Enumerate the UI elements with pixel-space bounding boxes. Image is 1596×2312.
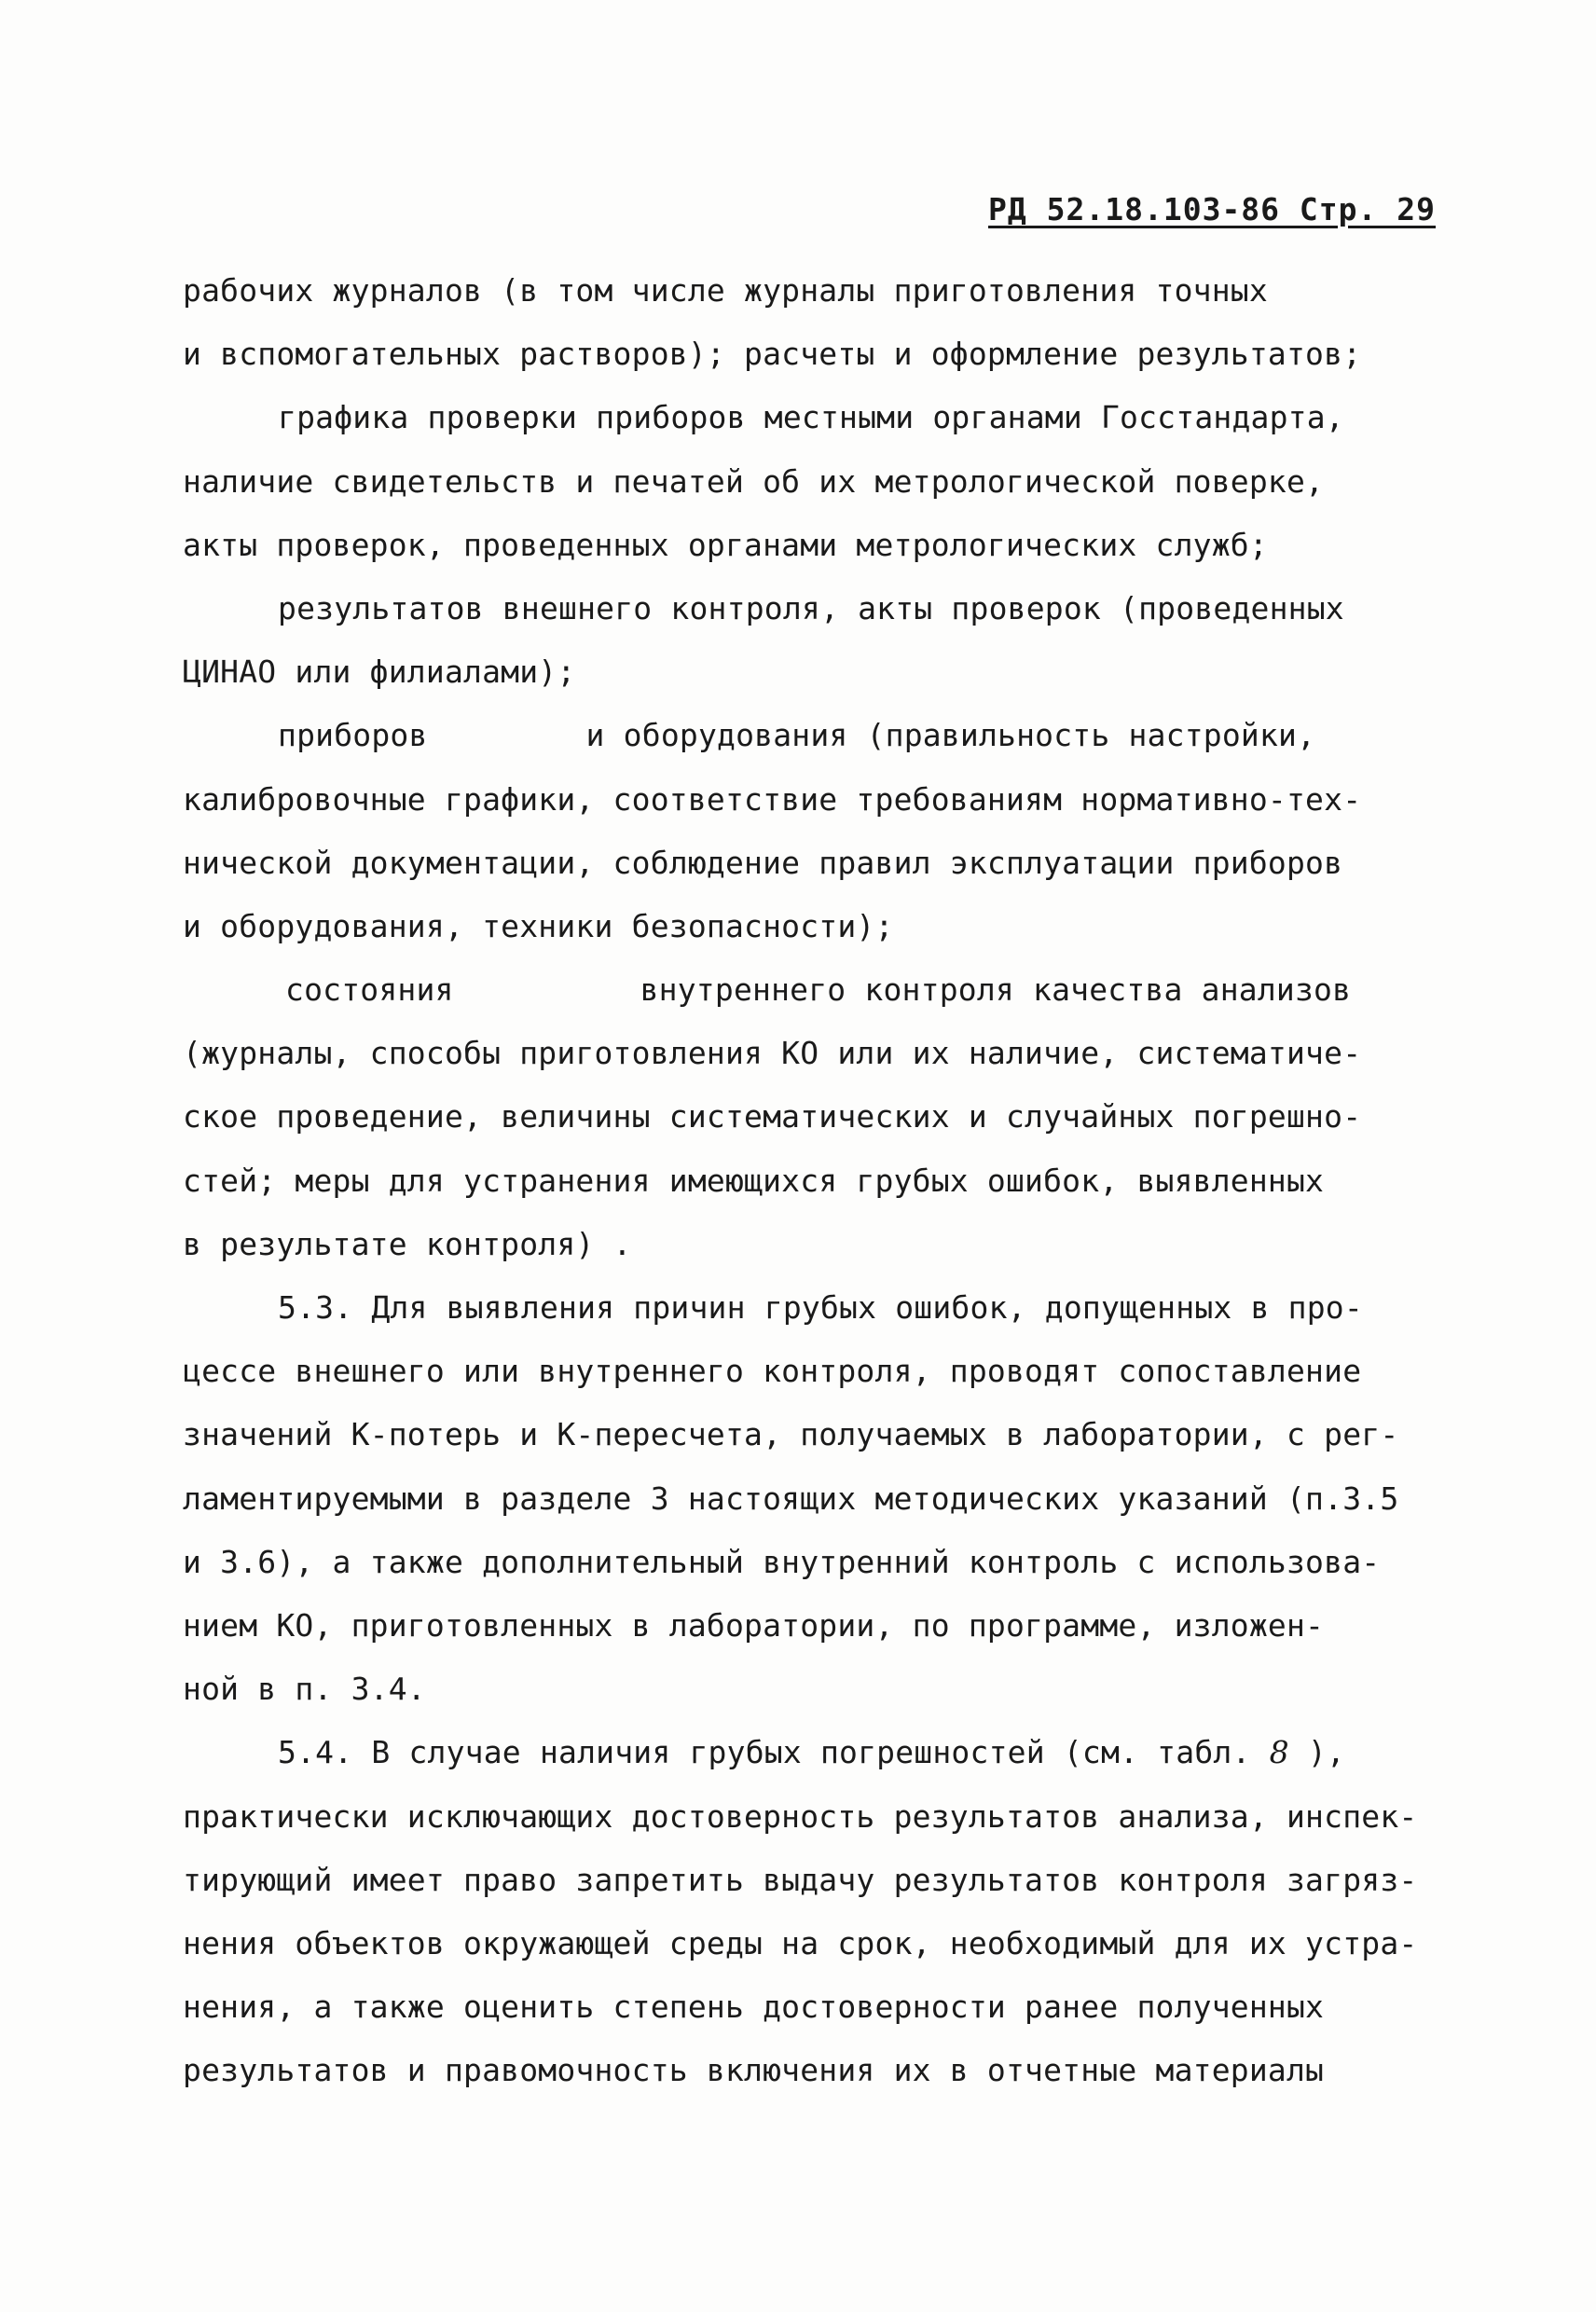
text-line: результатов и правомочность включения их в отчетные материалы <box>183 2052 1325 2089</box>
text-line: нения, а также оценить степень достоверности ранее полученных <box>183 1989 1325 2026</box>
text-line: тирующий имеет право запретить выдачу результатов контроля загряз- <box>183 1861 1418 1898</box>
text-line: (журналы, способы приготовления КО или их наличие, систематиче- <box>183 1035 1362 1072</box>
text-line: рабочих журналов (в том числе журналы приготовления точных <box>183 272 1268 309</box>
text-line: акты проверок, проведенных органами метрологических служб; <box>183 526 1268 563</box>
text-fragment: состояния <box>285 971 454 1009</box>
text-line <box>183 704 1413 767</box>
text-line: результатов внешнего контроля, акты проверок (проведенных <box>278 589 1344 626</box>
text-line: в результате контроля) . <box>183 1225 632 1262</box>
text-line: ЦИНАО или филиалами); <box>183 654 576 691</box>
paragraph-start: 5.3. Для выявления причин грубых ошибок, допущенных в про- <box>278 1289 1363 1326</box>
text-fragment: приборов <box>278 717 428 754</box>
text-line: ское проведение, величины систематических и случайных погрешно- <box>183 1098 1362 1135</box>
text-line: цессе внешнего или внутреннего контроля, проводят сопоставление <box>183 1353 1362 1390</box>
text-fragment: и оборудования (правильность настройки, <box>585 717 1316 754</box>
text-line: калибровочные графики, соответствие требованиям нормативно-тех- <box>183 780 1362 818</box>
text-line: значений К-потерь и К-пересчета, получаемых в лаборатории, с рег- <box>183 1416 1399 1453</box>
text-line <box>183 958 1413 1022</box>
text-line: нения объектов окружающей среды на срок, необходимый для их устра- <box>183 1924 1418 1961</box>
text-line: и 3.6), а также дополнительный внутренний контроль с использова- <box>183 1543 1381 1580</box>
text-fragment: ), <box>1288 1734 1345 1771</box>
text-line: стей; меры для устранения имеющихся грубых ошибок, выявленных <box>183 1162 1325 1199</box>
document-body <box>183 259 1418 2102</box>
text-line: и вспомогательных растворов); расчеты и оформление результатов; <box>183 336 1362 373</box>
text-line: нием КО, приготовленных в лаборатории, по программе, изложен- <box>183 1606 1325 1644</box>
text-line: ной в п. 3.4. <box>183 1671 426 1708</box>
text-fragment: внутреннего контроля качества анализов <box>640 971 1352 1009</box>
text-line: наличие свидетельств и печатей об их метрологической поверке, <box>183 462 1325 500</box>
handwritten-table-number: 8 <box>1269 1734 1289 1771</box>
paragraph-start <box>183 1721 1413 1784</box>
text-line: практически исключающих достоверность результатов анализа, инспек- <box>183 1797 1418 1835</box>
text-fragment: 5.4. В случае наличия грубых погрешностей (см. табл. <box>278 1734 1270 1771</box>
text-line: и оборудования, техники безопасности); <box>183 907 894 944</box>
text-line: графика проверки приборов местными органами Госстандарта, <box>278 399 1344 436</box>
text-line: ламентируемыми в разделе 3 настоящих методических указаний (п.3.5 <box>183 1479 1399 1517</box>
page-header: РД 52.18.103-86 Стр. 29 <box>988 191 1436 227</box>
text-line: нической документации, соблюдение правил эксплуатации приборов <box>183 844 1343 881</box>
